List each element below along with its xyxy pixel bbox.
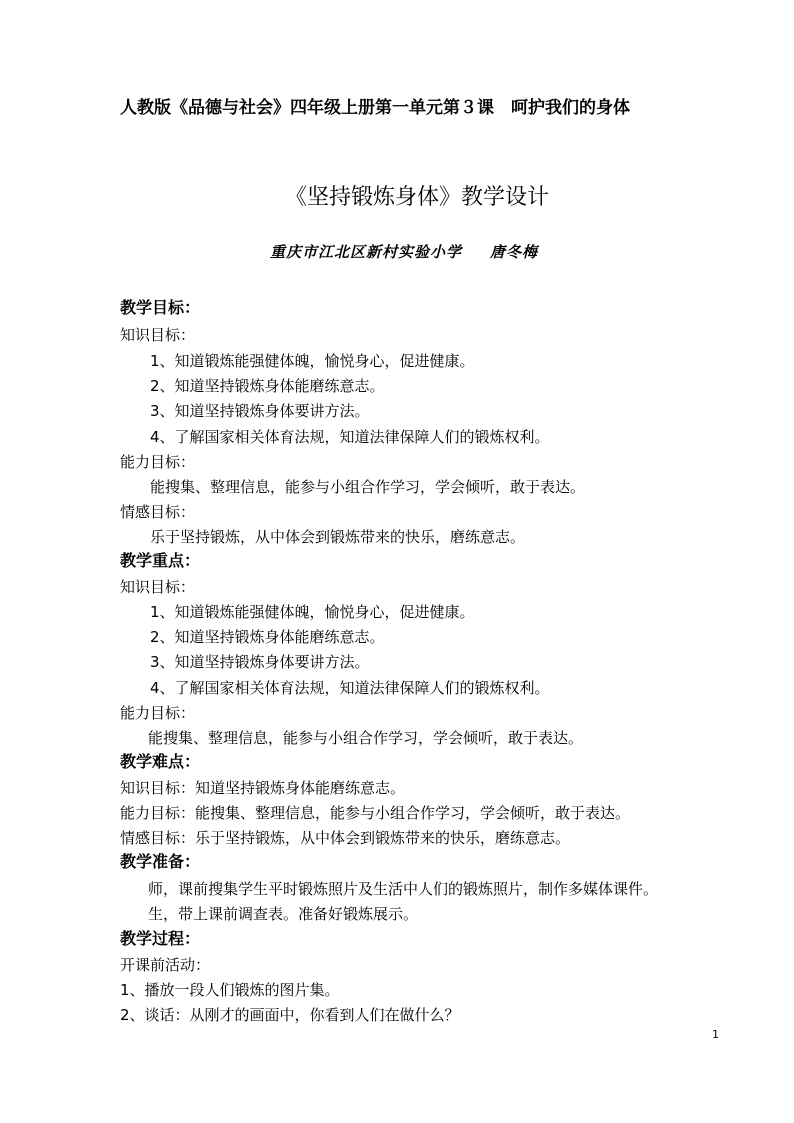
author-name: 唐冬梅	[490, 243, 539, 261]
list-item: 1、知道锻炼能强健体魄，愉悦身心，促进健康。	[150, 603, 475, 621]
paragraph: 师，课前搜集学生平时锻炼照片及生活中人们的锻炼照片，制作多媒体课件。	[148, 880, 659, 898]
document-title: 《坚持锻炼身体》教学设计	[285, 185, 550, 210]
section-heading-process: 教学过程：	[120, 929, 201, 948]
subheading: 情感目标：	[120, 503, 196, 521]
paragraph: 乐于坚持锻炼，从中体会到锻炼带来的快乐，磨练意志。	[150, 528, 526, 546]
section-heading-preparation: 教学准备：	[120, 852, 201, 871]
paragraph: 知识目标：知道坚持锻炼身体能磨练意志。	[120, 779, 406, 797]
paragraph: 能力目标：能搜集、整理信息，能参与小组合作学习，学会倾听，敢于表达。	[120, 804, 631, 822]
list-item: 3、知道坚持锻炼身体要讲方法。	[150, 402, 370, 420]
page-number: 1	[712, 1028, 719, 1041]
list-item: 1、知道锻炼能强健体魄，愉悦身心，促进健康。	[150, 352, 475, 370]
section-heading-objectives: 教学目标：	[120, 298, 201, 317]
paragraph: 能搜集、整理信息，能参与小组合作学习，学会倾听，敢于表达。	[150, 478, 586, 496]
section-heading-difficulties: 教学难点：	[120, 752, 201, 771]
author-line	[270, 242, 538, 262]
list-item: 2、谈话：从刚才的画面中，你看到人们在做什么？	[120, 1006, 460, 1024]
list-item: 4、了解国家相关体育法规，知道法律保障人们的锻炼权利。	[150, 428, 550, 446]
subheading: 能力目标：	[120, 453, 196, 471]
author-school: 重庆市江北区新村实验小学	[270, 243, 463, 261]
list-item: 3、知道坚持锻炼身体要讲方法。	[150, 653, 370, 671]
list-item: 2、知道坚持锻炼身体能磨练意志。	[150, 628, 385, 646]
subheading: 开课前活动：	[120, 956, 211, 974]
list-item: 2、知道坚持锻炼身体能磨练意志。	[150, 377, 385, 395]
document-header: 人教版《品德与社会》四年级上册第一单元第３课 呵护我们的身体	[120, 98, 630, 118]
paragraph: 生，带上课前调查表。准备好锻炼展示。	[148, 905, 419, 923]
subheading: 能力目标：	[120, 704, 196, 722]
section-heading-key-points: 教学重点：	[120, 551, 201, 570]
paragraph: 能搜集、整理信息，能参与小组合作学习，学会倾听，敢于表达。	[148, 729, 584, 747]
subheading: 知识目标：	[120, 578, 196, 596]
subheading: 知识目标：	[120, 326, 196, 344]
list-item: 1、播放一段人们锻炼的图片集。	[120, 981, 340, 999]
paragraph: 情感目标：乐于坚持锻炼，从中体会到锻炼带来的快乐，磨练意志。	[120, 829, 571, 847]
list-item: 4、了解国家相关体育法规，知道法律保障人们的锻炼权利。	[150, 679, 550, 697]
